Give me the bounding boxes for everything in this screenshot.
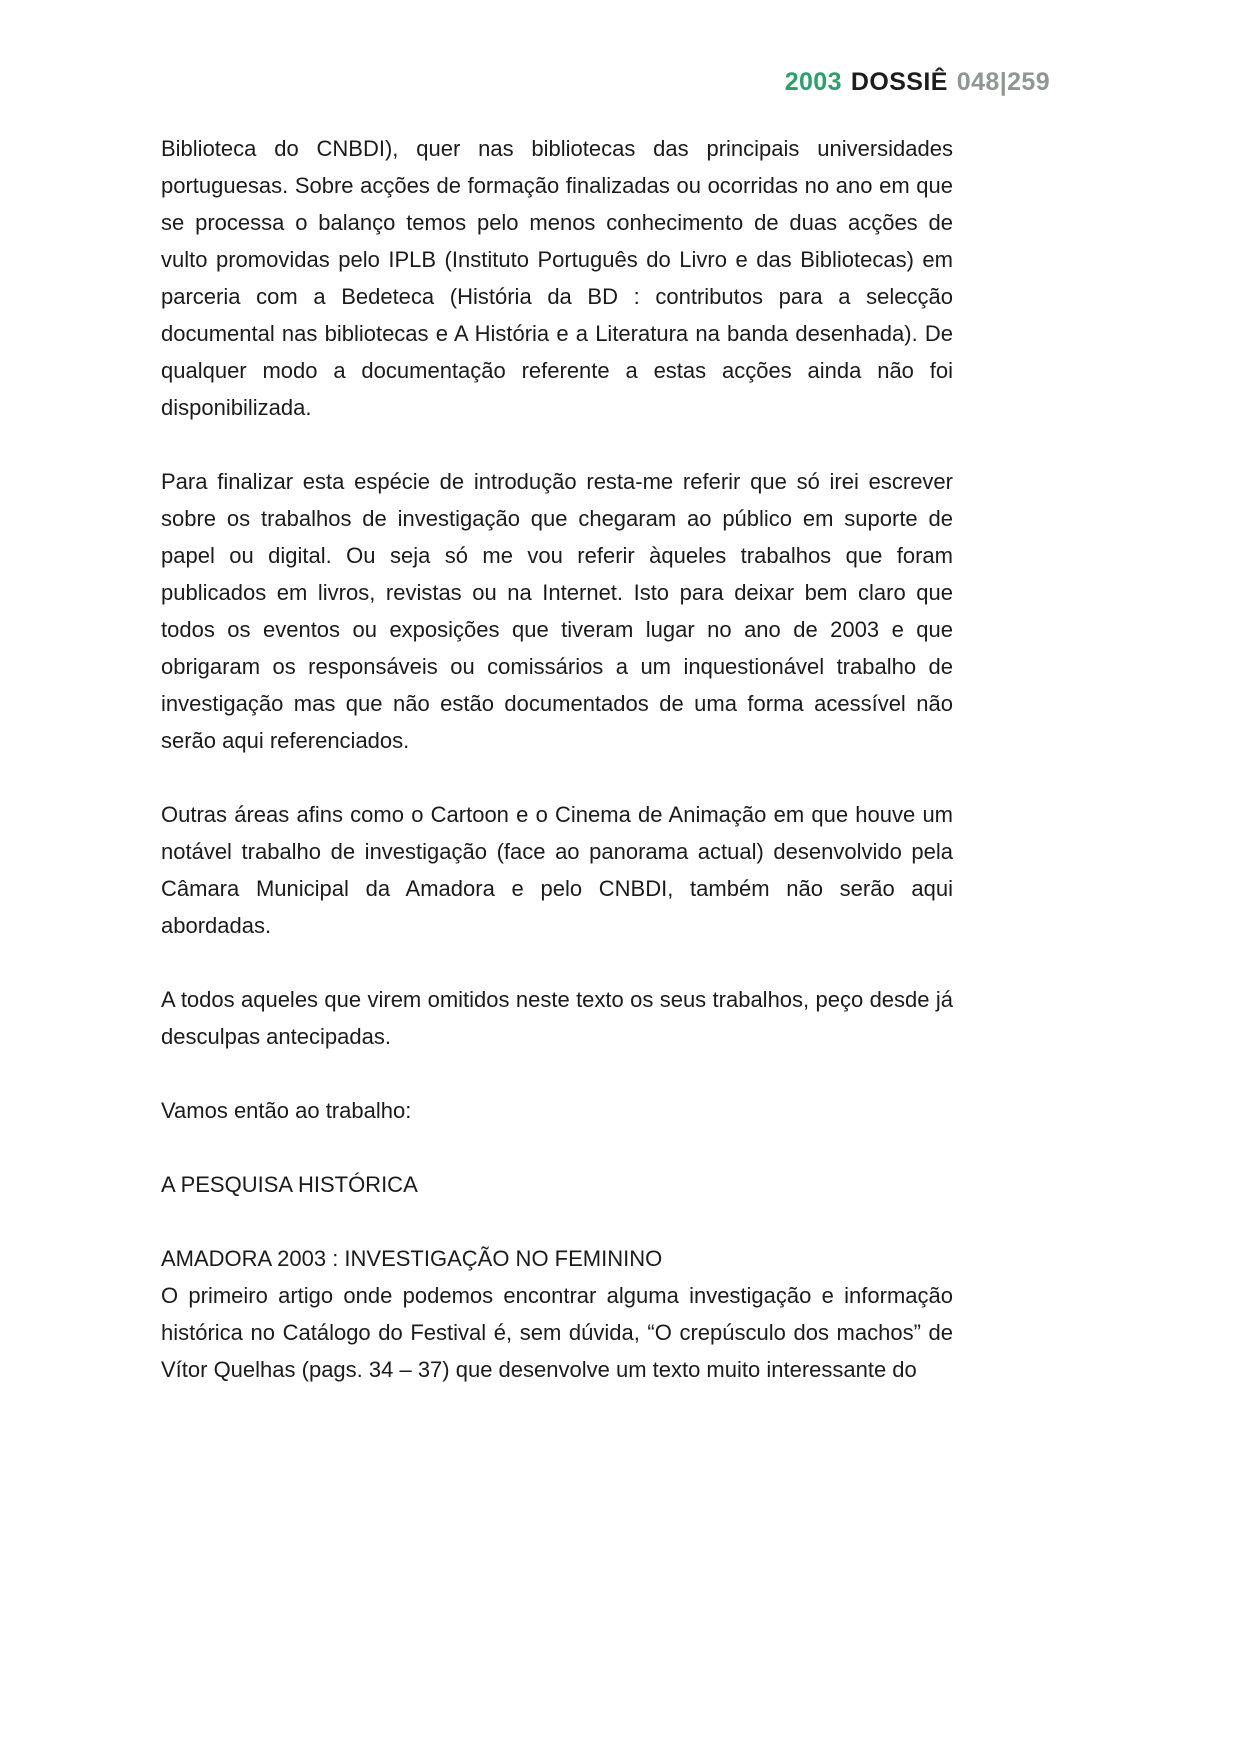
paragraph-vamos-ao-trabalho: Vamos então ao trabalho: [161, 1098, 412, 1123]
header-year: 2003 [784, 68, 842, 96]
header-label: DOSSIÊ [850, 68, 948, 96]
paragraph-para-finalizar: Para finalizar esta espécie de introdução resta-me referir que só irei escrever sobre os trabalhos de investigação que chegaram ao público em suporte de papel ou digital. Ou seja só me vou referir àqueles trabalhos que foram publicados em livros, revistas ou na Internet. Isto para deixar bem claro que todos os eventos ou exposições que tiveram lugar no ano de 2003 e que obrigaram os responsáveis ou comissários a um inquestionável trabalho de investigação mas que não estão documentados de uma forma acessível não serão aqui referenciados. [161, 469, 953, 753]
page-header [785, 68, 1050, 97]
subsection-heading-amadora-2003: AMADORA 2003 : INVESTIGAÇÃO NO FEMININO [161, 1246, 663, 1271]
header-page-numbers: 048|259 [956, 68, 1050, 96]
paragraph-desculpas: A todos aqueles que virem omitidos neste texto os seus trabalhos, peço desde já desculpas antecipadas. [161, 987, 953, 1049]
section-heading-pesquisa-historica: A PESQUISA HISTÓRICA [161, 1172, 418, 1197]
paragraph-outras-areas: Outras áreas afins como o Cartoon e o Cinema de Animação em que houve um notável trabalho de investigação (face ao panorama actual) desenvolvido pela Câmara Municipal da Amadora e pelo CNBDI, também não serão aqui abordadas. [161, 802, 953, 938]
document-body [161, 130, 953, 1388]
paragraph-primeiro-artigo: O primeiro artigo onde podemos encontrar alguma investigação e informação histórica no Catálogo do Festival é, sem dúvida, “O crepúsculo dos machos” de Vítor Quelhas (pags. 34 – 37) que desenvolve um texto muito interessante do [161, 1283, 953, 1382]
paragraph-bibliotecas: Biblioteca do CNBDI), quer nas bibliotecas das principais universidades portuguesas. Sobre acções de formação finalizadas ou ocorridas no ano em que se processa o balanço temos pelo menos conhecimento de duas acções de vulto promovidas pelo IPLB (Instituto Português do Livro e das Bibliotecas) em parceria com a Bedeteca (História da BD : contributos para a selecção documental nas bibliotecas e A História e a Literatura na banda desenhada). De qualquer modo a documentação referente a estas acções ainda não foi disponibilizada. [161, 136, 953, 420]
